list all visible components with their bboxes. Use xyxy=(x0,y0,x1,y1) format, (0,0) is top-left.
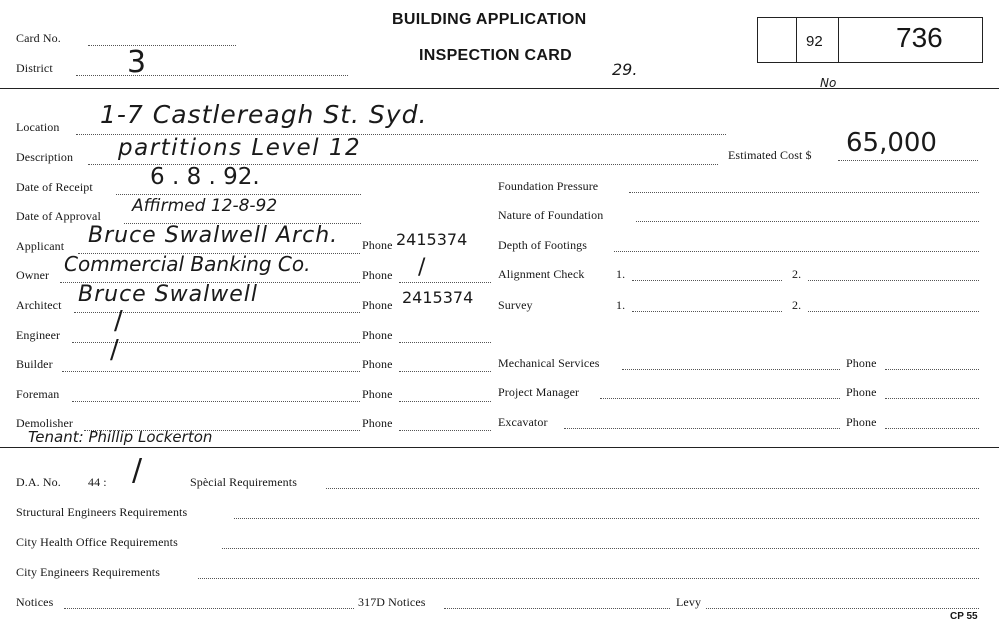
foreman-field[interactable] xyxy=(72,401,360,402)
excavator-label: Excavator xyxy=(498,415,548,429)
foreman-phone-label: Phone xyxy=(362,387,393,401)
special-requirements-label: Spècial Requirements xyxy=(190,475,297,489)
health-field[interactable] xyxy=(222,548,979,549)
owner-phone-label: Phone xyxy=(362,268,393,282)
excavator-phone-field[interactable] xyxy=(885,428,979,429)
project-manager-phone-field[interactable] xyxy=(885,398,979,399)
district-field[interactable] xyxy=(76,75,348,76)
architect-phone-label: Phone xyxy=(362,298,393,312)
notices-317d-field[interactable] xyxy=(444,608,670,609)
demolisher-phone-field[interactable] xyxy=(399,430,491,431)
district-value: 3 xyxy=(127,45,147,80)
nature-foundation-label: Nature of Foundation xyxy=(498,208,604,222)
mechanical-phone-label: Phone xyxy=(846,356,877,370)
builder-label: Builder xyxy=(16,357,53,371)
excavator-field[interactable] xyxy=(564,428,840,429)
engineer-label: Engineer xyxy=(16,328,61,342)
owner-phone-field[interactable] xyxy=(399,282,491,283)
owner-value: Commercial Banking Co. xyxy=(64,252,311,276)
demolisher-phone-label: Phone xyxy=(362,416,393,430)
survey-1-field[interactable] xyxy=(632,311,782,312)
foundation-pressure-label: Foundation Pressure xyxy=(498,179,599,193)
estimated-cost-label: Estimated Cost $ xyxy=(728,148,812,162)
date-receipt-field[interactable] xyxy=(116,194,361,195)
levy-field[interactable] xyxy=(706,608,979,609)
special-requirements-field[interactable] xyxy=(326,488,979,489)
survey-2-field[interactable] xyxy=(808,311,979,312)
structural-label: Structural Engineers Requirements xyxy=(16,505,188,519)
box-year: 92 xyxy=(806,33,823,50)
health-label: City Health Office Requirements xyxy=(16,535,178,549)
alignment-check-1-field[interactable] xyxy=(632,280,782,281)
notices-317d-label: 317D Notices xyxy=(358,595,426,609)
applicant-value: Bruce Swalwell Arch. xyxy=(88,223,339,248)
structural-field[interactable] xyxy=(234,518,979,519)
estimated-cost-value: 65,000 xyxy=(846,128,937,158)
alignment-check-label: Alignment Check xyxy=(498,267,585,281)
applicant-phone-label: Phone xyxy=(362,238,393,252)
architect-label: Architect xyxy=(16,298,62,312)
mechanical-services-label: Mechanical Services xyxy=(498,356,600,370)
foreman-label: Foreman xyxy=(16,387,60,401)
form-code: CP 55 xyxy=(950,611,978,622)
foreman-phone-field[interactable] xyxy=(399,401,491,402)
description-label: Description xyxy=(16,150,74,164)
engineer-phone-label: Phone xyxy=(362,328,393,342)
architect-value: Bruce Swalwell xyxy=(78,282,259,307)
date-approval-label: Date of Approval xyxy=(16,209,101,223)
survey-2-label: 2. xyxy=(792,298,802,312)
da-value: / xyxy=(132,453,143,488)
levy-label: Levy xyxy=(676,595,702,609)
description-value: partitions Level 12 xyxy=(118,135,362,161)
header-rule xyxy=(0,88,999,89)
builder-field[interactable] xyxy=(62,371,360,372)
mechanical-services-field[interactable] xyxy=(622,369,840,370)
builder-phone-field[interactable] xyxy=(399,371,491,372)
date-approval-value: Affirmed 12-8-92 xyxy=(132,196,278,216)
owner-label: Owner xyxy=(16,268,50,282)
excavator-phone-label: Phone xyxy=(846,415,877,429)
applicant-label: Applicant xyxy=(16,239,65,253)
builder-phone-label: Phone xyxy=(362,357,393,371)
tenant-note: Tenant: Phillip Lockerton xyxy=(28,428,213,446)
number-box-divider xyxy=(838,17,839,63)
city-engineers-label: City Engineers Requirements xyxy=(16,565,161,579)
applicant-phone-value: 2415374 xyxy=(396,230,468,249)
depth-footings-field[interactable] xyxy=(614,251,979,252)
city-engineers-field[interactable] xyxy=(198,578,979,579)
demolisher-label: Demolisher xyxy=(16,416,73,430)
nature-foundation-field[interactable] xyxy=(636,221,979,222)
location-label: Location xyxy=(16,120,60,134)
engineer-value: / xyxy=(114,306,123,336)
number-box-divider xyxy=(796,17,797,63)
mechanical-phone-field[interactable] xyxy=(885,369,979,370)
alignment-check-2-field[interactable] xyxy=(808,280,979,281)
alignment-check-2-label: 2. xyxy=(792,267,802,281)
project-manager-label: Project Manager xyxy=(498,385,580,399)
card-no-field[interactable] xyxy=(88,45,236,46)
da-number: 44 : xyxy=(88,475,107,489)
notices-field[interactable] xyxy=(64,608,354,609)
foundation-pressure-field[interactable] xyxy=(629,192,979,193)
depth-footings-label: Depth of Footings xyxy=(498,238,588,252)
architect-phone-value: 2415374 xyxy=(402,288,474,307)
district-label: District xyxy=(16,61,53,75)
card-title: BUILDING APPLICATION xyxy=(392,11,587,28)
card-subtitle: INSPECTION CARD xyxy=(419,47,572,64)
location-value: 1-7 Castlereagh St. Syd. xyxy=(100,100,428,129)
estimated-cost-field[interactable] xyxy=(838,160,978,161)
notices-label: Notices xyxy=(16,595,54,609)
project-manager-phone-label: Phone xyxy=(846,385,877,399)
date-receipt-label: Date of Receipt xyxy=(16,180,93,194)
card-no-label: Card No. xyxy=(16,31,61,45)
survey-1-label: 1. xyxy=(616,298,626,312)
da-label: D.A. No. xyxy=(16,475,61,489)
section-rule xyxy=(0,447,999,448)
project-manager-field[interactable] xyxy=(600,398,840,399)
alignment-check-1-label: 1. xyxy=(616,267,626,281)
builder-value: / xyxy=(110,335,119,365)
note-no: No xyxy=(820,76,837,90)
engineer-phone-field[interactable] xyxy=(399,342,491,343)
date-receipt-value: 6 . 8 . 92. xyxy=(150,164,260,190)
box-number: 736 xyxy=(896,22,943,53)
survey-label: Survey xyxy=(498,298,533,312)
owner-phone-value: / xyxy=(418,255,426,280)
note-29: 29. xyxy=(612,60,638,79)
number-box xyxy=(757,17,983,63)
